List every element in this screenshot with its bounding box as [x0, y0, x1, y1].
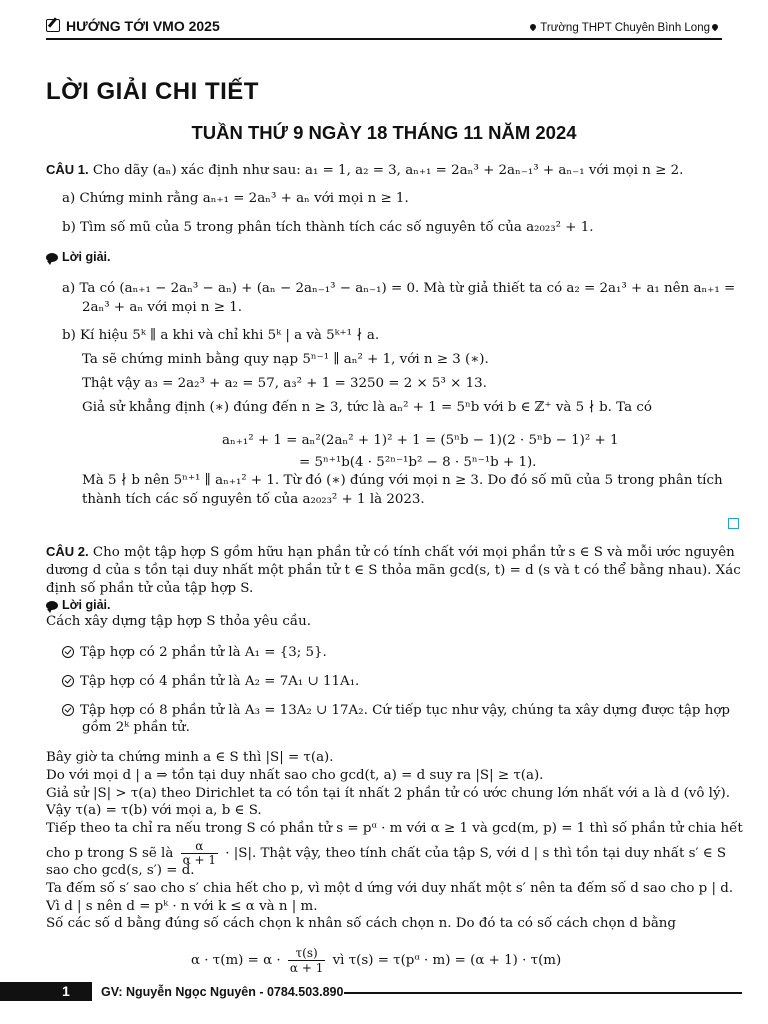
- page-number: 1: [62, 983, 70, 999]
- header-left: [46, 18, 220, 34]
- list-item: [62, 674, 359, 690]
- q2-text: Cho một tập hợp S gồm hữu hạn phần tử có tính chất với mọi phần tử s ∈ S và mỗi ước nguyên: [92, 545, 735, 560]
- list-item: [62, 703, 730, 719]
- q1-sol-b-line3: Thật vậy a₃ = 2a₂³ + a₂ = 57, a₃² + 1 = 3250 = 2 × 5³ × 13.: [82, 376, 487, 391]
- speech-bubble-icon: [46, 253, 58, 262]
- q2-label: CÂU 2.: [46, 544, 89, 559]
- map-pin-icon: [529, 23, 537, 31]
- list-item-text: Tập hợp có 4 phần tử là A₂ = 7A₁ ∪ 11A₁.: [80, 674, 360, 689]
- page-header: [46, 18, 722, 40]
- text-segment: cho p trong S sẽ là: [46, 846, 174, 861]
- check-circle-icon: [62, 646, 74, 658]
- school-name: Trường THPT Chuyên Bình Long: [540, 22, 710, 34]
- q2-para-9: Vì d | s nên d = pᵏ · n với k ≤ α và n | m.: [46, 899, 318, 914]
- q2-para-3: Giả sử |S| > τ(a) theo Dirichlet ta có tồn tại ít nhất 2 phần tử có ước chung lớn nhất với a là d (vô lý).: [46, 786, 731, 801]
- q1-sol-b-line4: Giả sử khẳng định (∗) đúng đến n ≥ 3, tức là aₙ² + 1 = 5ⁿb với b ∈ ℤ⁺ và 5 ∤ b. Ta có: [82, 400, 652, 415]
- q1-equation-2: = 5ⁿ⁺¹b(4 · 5²ⁿ⁻¹b² − 8 · 5ⁿ⁻¹b + 1).: [299, 455, 537, 470]
- q2-para-5: Tiếp theo ta chỉ ra nếu trong S có phần tử s = pᵅ · m với α ≥ 1 và gcd(m, p) = 1 thì số phần tử chia hết: [46, 821, 743, 836]
- q1-solution-label: [46, 249, 110, 266]
- q2-para-2: Do với mọi d | a ⇒ tồn tại duy nhất sao cho gcd(t, a) = d suy ra |S| ≥ τ(a).: [46, 768, 544, 783]
- q1-equation-1: aₙ₊₁² + 1 = aₙ²(2aₙ² + 1)² + 1 = (5ⁿb − 1)(2 · 5ⁿb − 1)² + 1: [222, 433, 619, 448]
- fraction-denominator: α + 1: [289, 961, 324, 975]
- q1-text: Cho dãy (aₙ) xác định như sau: a₁ = 1, a₂ = 3, aₙ₊₁ = 2aₙ³ + 2aₙ₋₁³ + aₙ₋₁ với mọi n ≥ 2.: [92, 163, 684, 178]
- q1-part-a: a) Chứng minh rằng aₙ₊₁ = 2aₙ³ + aₙ với mọi n ≥ 1.: [62, 191, 409, 206]
- qed-square-icon: [728, 518, 739, 529]
- q1-sol-b-line6: thành tích các số nguyên tố của a₂₀₂₃² + 1 là 2023.: [82, 492, 425, 507]
- q2-statement-line1: [46, 544, 735, 561]
- header-right: [528, 20, 722, 36]
- q1-sol-b-line2: Ta sẽ chứng minh bằng quy nạp 5ⁿ⁻¹ ∥ aₙ² + 1, với n ≥ 3 (∗).: [82, 352, 489, 367]
- page-subtitle: TUẦN THỨ 9 NGÀY 18 THÁNG 11 NĂM 2024: [191, 122, 577, 143]
- q2-para-10: Số các số d bằng đúng số cách chọn k nhân số cách chọn n. Do đó ta có số cách chọn d bằng: [46, 916, 677, 931]
- q1-part-b: b) Tìm số mũ của 5 trong phân tích thành tích các số nguyên tố của a₂₀₂₃² + 1.: [62, 220, 594, 235]
- list-item-text: Tập hợp có 8 phần tử là A₃ = 13A₂ ∪ 17A₂. Cứ tiếp tục như vậy, chúng ta xây dựng được tập hợp: [80, 703, 730, 718]
- check-circle-icon: [62, 704, 74, 716]
- page-footer: [0, 982, 768, 1002]
- fraction-numerator: α: [181, 840, 218, 854]
- footer-author: GV: Nguyễn Ngọc Nguyên - 0784.503.890: [101, 985, 344, 999]
- map-pin-icon: [711, 23, 719, 31]
- q2-para-4: Vậy τ(a) = τ(b) với mọi a, b ∈ S.: [46, 803, 262, 818]
- text-segment: vì τ(s) = τ(pᵅ · m) = (α + 1) · τ(m): [332, 953, 562, 968]
- fraction-numerator: τ(s): [288, 946, 325, 961]
- q2-para-1: Bây giờ ta chứng minh a ∈ S thì |S| = τ(a).: [46, 750, 334, 765]
- speech-bubble-icon: [46, 601, 58, 610]
- text-segment: α · τ(m) = α ·: [191, 953, 281, 968]
- q2-statement-line3: định số phần tử của tập hợp S.: [46, 581, 254, 596]
- edit-icon: [46, 19, 60, 32]
- footer-divider: [344, 992, 742, 994]
- q1-sol-a-line2: 2aₙ³ + aₙ với mọi n ≥ 1.: [82, 300, 243, 315]
- q2-solution-label: [46, 597, 110, 614]
- page-number-box: [0, 982, 92, 1001]
- text-segment: · |S|. Thật vậy, theo tính chất của tập S, với d | s thì tồn tại duy nhất s′ ∈ S: [225, 846, 727, 861]
- q2-para-8: Ta đếm số s′ sao cho s′ chia hết cho p, vì một d ứng với duy nhất một s′ nên ta đếm số d sao cho p | d.: [46, 881, 734, 896]
- list-item-text: Tập hợp có 2 phần tử là A₁ = {3; 5}.: [80, 645, 327, 660]
- solution-label-text: Lời giải.: [62, 250, 111, 264]
- list-item-continuation: gồm 2ᵏ phần tử.: [82, 720, 190, 735]
- q1-sol-b-line1: b) Kí hiệu 5ᵏ ∥ a khi và chỉ khi 5ᵏ | a và 5ᵏ⁺¹ ∤ a.: [62, 328, 380, 343]
- fraction: [288, 946, 325, 975]
- q1-sol-a-line1: a) Ta có (aₙ₊₁ − 2aₙ³ − aₙ) + (aₙ − 2aₙ₋₁³ − aₙ₋₁) = 0. Mà từ giả thiết ta có a₂ = 2a₁³ + a₁ nên aₙ₊₁ =: [62, 281, 736, 296]
- q2-para-7: sao cho gcd(s, s′) = d.: [46, 863, 195, 878]
- page-title: LỜI GIẢI CHI TIẾT: [46, 78, 259, 105]
- check-circle-icon: [62, 675, 74, 687]
- q1-statement: [46, 162, 683, 179]
- solution-label-text: Lời giải.: [62, 598, 111, 612]
- q2-statement-line2: dương d của s tồn tại duy nhất một phần tử t ∈ S thỏa mãn gcd(s, t) = d (s và t có thể bằng nhau). Xác: [46, 563, 741, 578]
- fraction-denominator: α + 1: [182, 853, 217, 867]
- q1-sol-b-line5: Mà 5 ∤ b nên 5ⁿ⁺¹ ∥ aₙ₊₁² + 1. Từ đó (∗) đúng với mọi n ≥ 3. Do đó số mũ của 5 trong phân tích: [82, 473, 723, 488]
- q2-line-1: Cách xây dựng tập hợp S thỏa yêu cầu.: [46, 614, 312, 629]
- q2-equation: [191, 946, 561, 975]
- q1-label: CÂU 1.: [46, 162, 89, 177]
- header-title: HƯỚNG TỚI VMO 2025: [66, 18, 220, 34]
- list-item: [62, 645, 327, 661]
